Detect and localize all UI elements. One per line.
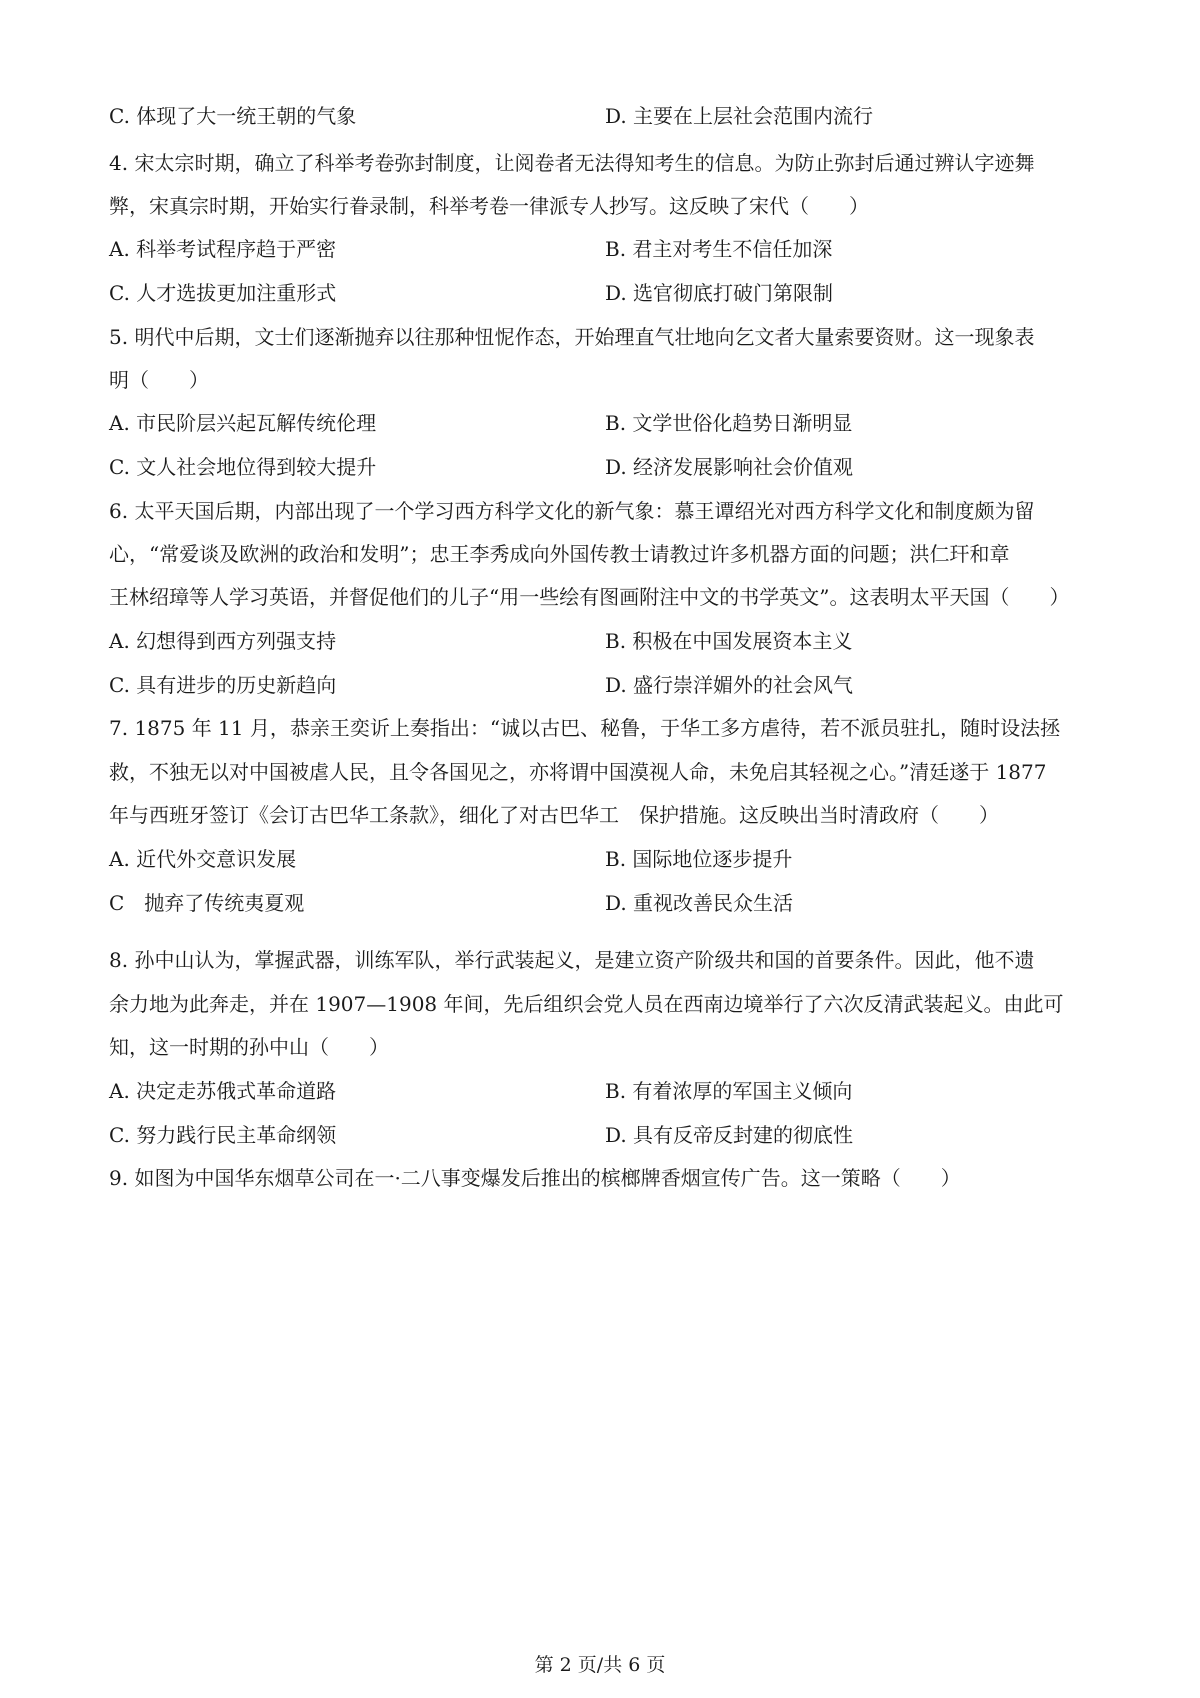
q5-option-c: C. 文人社会地位得到较大提升 (109, 455, 377, 479)
q5-option-b: B. 文学世俗化趋势日渐明显 (605, 411, 853, 435)
q6-option-d: D. 盛行崇洋媚外的社会风气 (605, 673, 854, 697)
q7-stem-line1: 7. 1875 年 11 月，恭亲王奕䜣上奏指出：“诚以古巴、秘鲁，于华工多方虐待，若不派员驻扎，随时设法拯 (109, 716, 1061, 740)
q8-option-c: C. 努力践行民主革命纲领 (109, 1123, 337, 1147)
q8-option-a: A. 决定走苏俄式革命道路 (109, 1079, 337, 1103)
q7-option-b: B. 国际地位逐步提升 (605, 847, 793, 871)
q6-stem-line1: 6. 太平天国后期，内部出现了一个学习西方科学文化的新气象：慕王谭绍光对西方科学文化和制度颇为留 (109, 499, 1035, 523)
q7-option-a: A. 近代外交意识发展 (109, 847, 297, 871)
q7-stem-line3: 年与西班牙签订《会订古巴华工条款》，细化了对古巴华工 保护措施。这反映出当时清政府（ ） (109, 803, 999, 827)
q6-stem-line3: 王林绍璋等人学习英语，并督促他们的儿子“用一些绘有图画附注中文的书学英文”。这表明太平天国（ ） (109, 585, 1070, 609)
q6-option-c: C. 具有进步的历史新趋向 (109, 673, 337, 697)
q5-option-a: A. 市民阶层兴起瓦解传统伦理 (109, 411, 377, 435)
q8-stem-line3: 知，这一时期的孙中山（ ） (109, 1035, 389, 1059)
q5-stem-line1: 5. 明代中后期，文士们逐渐抛弃以往那种忸怩作态，开始理直气壮地向乞文者大量索要资财。这一现象表 (109, 325, 1035, 349)
q6-stem-line2: 心，“常爱谈及欧洲的政治和发明”；忠王李秀成向外国传教士请教过许多机器方面的问题；洪仁玕和章 (109, 542, 1010, 566)
q5-option-d: D. 经济发展影响社会价值观 (605, 455, 854, 479)
q4-option-a: A. 科举考试程序趋于严密 (109, 237, 337, 261)
q7-option-c: C 抛弃了传统夷夏观 (109, 891, 305, 915)
q3-option-c: C. 体现了大一统王朝的气象 (109, 104, 357, 128)
q8-stem-line1: 8. 孙中山认为，掌握武器，训练军队，举行武装起义，是建立资产阶级共和国的首要条件。因此，他不遗 (109, 948, 1035, 972)
q4-option-b: B. 君主对考生不信任加深 (605, 237, 833, 261)
q6-option-a: A. 幻想得到西方列强支持 (109, 629, 337, 653)
q9-stem-line1: 9. 如图为中国华东烟草公司在一·二八事变爆发后推出的槟榔牌香烟宣传广告。这一策略（ ） (109, 1166, 961, 1190)
q4-stem-line2: 弊，宋真宗时期，开始实行眷录制，科举考卷一律派专人抄写。这反映了宋代（ ） (109, 194, 869, 218)
q8-stem-line2: 余力地为此奔走，并在 1907—1908 年间，先后组织会党人员在西南边境举行了六次反清武装起义。由此可 (109, 992, 1064, 1016)
q4-option-c: C. 人才选拔更加注重形式 (109, 281, 337, 305)
q4-option-d: D. 选官彻底打破门第限制 (605, 281, 834, 305)
q8-option-d: D. 具有反帝反封建的彻底性 (605, 1123, 854, 1147)
q7-option-d: D. 重视改善民众生活 (605, 891, 794, 915)
q4-stem-line1: 4. 宋太宗时期，确立了科举考卷弥封制度，让阅卷者无法得知考生的信息。为防止弥封后通过辨认字迹舞 (109, 151, 1035, 175)
q7-stem-line2: 救，不独无以对中国被虐人民，且令各国见之，亦将谓中国漠视人命，未免启其轻视之心。”清廷遂于 1877 (109, 760, 1047, 784)
q6-option-b: B. 积极在中国发展资本主义 (605, 629, 853, 653)
q5-stem-line2: 明（ ） (109, 368, 209, 392)
q8-option-b: B. 有着浓厚的军国主义倾向 (605, 1079, 853, 1103)
page-number-footer: 第 2 页/共 6 页 (534, 1654, 666, 1676)
q3-option-d: D. 主要在上层社会范围内流行 (605, 104, 874, 128)
